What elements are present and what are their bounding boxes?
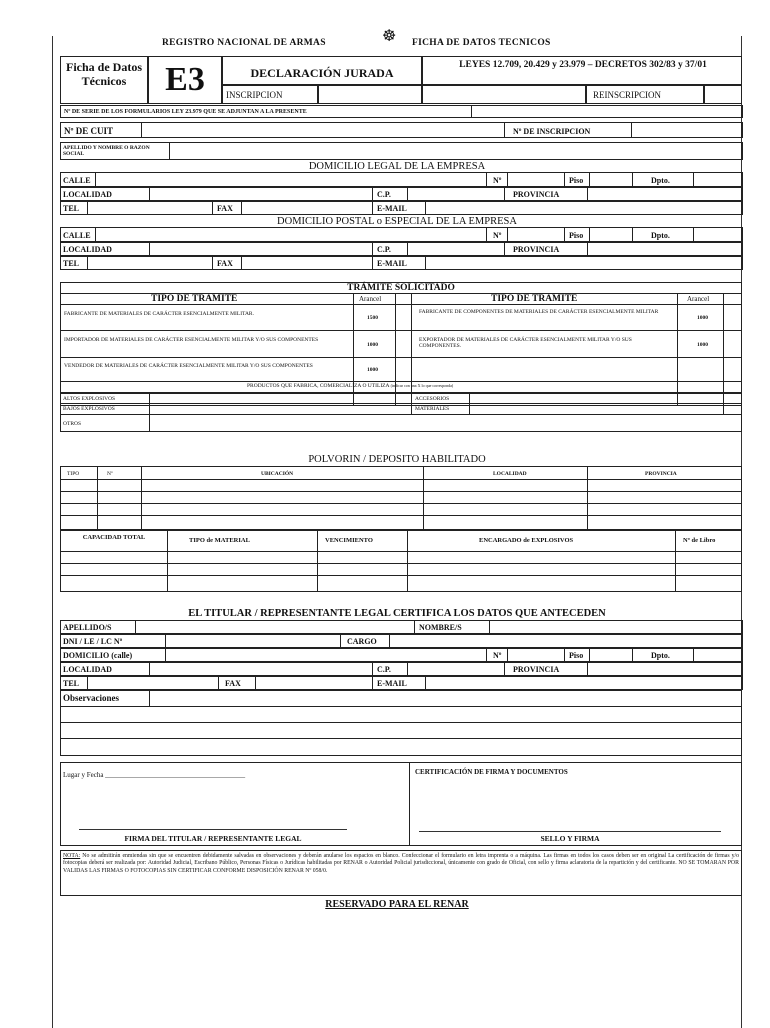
form-page: [52, 28, 742, 1024]
apellidos-label: APELLIDO/S: [63, 623, 112, 632]
table-row[interactable]: [60, 515, 742, 516]
titular-fax-field[interactable]: [255, 676, 373, 690]
titular-localidad-label: LOCALIDAD: [63, 665, 112, 674]
postal-piso-label: Piso: [569, 231, 584, 240]
certificacion-label: CERTIFICACIÓN DE FIRMA Y DOCUMENTOS: [415, 768, 568, 776]
sello-firma-label: SELLO Y FIRMA: [540, 834, 600, 843]
nombres-label: NOMBRE/S: [419, 623, 462, 632]
table-row[interactable]: [60, 491, 742, 492]
legal-numero-label: Nº: [493, 176, 502, 185]
nota-text: NOTA: No se admitirán enmiendas sin que se encuentren debidamente salvadas en observaciones y deberán anularse los espacios en blanco. Confeccionar el formulario en letra imprenta o a máquina. Las firmas en todos los casos deben ser en original La certificación de firmas y/o fotocopias deberá ser realizada por: Autoridad Judicial, Escribano Público, Personas Físicas o Jurídicas habilitadas por RENAR o Autoridad Policial jurisdiccional, únicamente con grado de Oficial, con sello y firma aclaratoria de la repartición y del certificante. NO SE TOMARAN POR VALIDAS LAS FIRMAS O FOTOCOPIAS SIN CERTIFICAR CONFORME DISPOSICIÓN RENAR Nº 058/0.: [63, 853, 739, 874]
titular-tel-label: TEL: [63, 679, 80, 688]
legal-dpto-field[interactable]: [693, 172, 743, 187]
legal-piso-field[interactable]: [589, 172, 633, 187]
legal-calle-label: CALLE: [63, 176, 91, 185]
titular-piso-field[interactable]: [589, 648, 633, 662]
fee-fabricante-componentes: 1000: [697, 315, 708, 321]
legal-localidad-label: LOCALIDAD: [63, 190, 112, 199]
tipo-material-header: TIPO de MATERIAL: [189, 537, 250, 544]
legal-tel-row: [60, 201, 742, 215]
fee-importador: 1000: [367, 342, 378, 348]
firma-line: [79, 829, 347, 830]
vencimiento-header: VENCIMIENTO: [325, 537, 373, 544]
nro-inscripcion-field[interactable]: [631, 122, 743, 138]
inscripcion-label: INSCRIPCION: [226, 90, 283, 100]
titular-cp-field[interactable]: [407, 662, 505, 676]
legal-fax-label: FAX: [217, 204, 233, 213]
titular-dpto-label: Dpto.: [651, 651, 670, 660]
serie-row: [60, 105, 742, 118]
divider: [423, 466, 424, 530]
sheet-title: FICHA DE DATOS TECNICOS: [412, 38, 551, 48]
form-code: E3: [165, 61, 205, 98]
divider: [60, 381, 742, 382]
cuit-field[interactable]: [141, 122, 505, 138]
cargo-label: CARGO: [347, 637, 377, 646]
capacidad-header: CAPACIDAD TOTAL: [82, 534, 146, 541]
titular-tel-row: [60, 676, 742, 690]
titular-title: EL TITULAR / REPRESENTANTE LEGAL CERTIFICA LOS DATOS QUE ANTECEDEN: [188, 608, 606, 619]
table-row[interactable]: [60, 575, 742, 576]
fee-fabricante: 1500: [367, 315, 378, 321]
apellidos-field[interactable]: [135, 620, 415, 634]
titular-provincia-label: PROVINCIA: [513, 665, 560, 674]
divider: [409, 762, 410, 846]
divider: [97, 466, 98, 530]
ficha-box: [60, 56, 148, 104]
tramite-option-importador[interactable]: IMPORTADOR DE MATERIALES DE CARÁCTER ESENCIALMENTE MILITAR Y/O SUS COMPONENTES: [64, 337, 319, 343]
serie-field[interactable]: [471, 105, 743, 118]
divider: [407, 530, 408, 592]
titular-numero-label: Nº: [493, 651, 502, 660]
declaracion-label: DECLARACIÓN JURADA: [250, 66, 394, 80]
postal-calle-row: [60, 227, 742, 242]
leyes-box: [422, 56, 742, 86]
polvorin-table: [60, 466, 742, 530]
otros-field[interactable]: [151, 415, 739, 431]
divider: [149, 690, 150, 706]
titular-tel-field[interactable]: [87, 676, 219, 690]
legal-email-label: E-MAIL: [377, 204, 407, 213]
divider: [469, 393, 470, 414]
altos-explosivos-label: ALTOS EXPLOSIVOS: [63, 396, 116, 402]
postal-localidad-label: LOCALIDAD: [63, 245, 112, 254]
legal-email-field[interactable]: [425, 201, 743, 215]
left-margin-line: [52, 36, 53, 1028]
polvorin-localidad-header: LOCALIDAD: [493, 471, 527, 477]
legal-provincia-field[interactable]: [587, 187, 743, 201]
divider: [411, 393, 412, 414]
divider: [675, 530, 676, 592]
tramite-option-fabricante-componentes[interactable]: FABRICANTE DE COMPONENTES DE MATERIALES DE CARÁCTER ESENCIALMENTE MILITAR: [419, 309, 659, 315]
bajos-explosivos-label: BAJOS EXPLOSIVOS: [63, 406, 115, 412]
razon-field[interactable]: [169, 142, 743, 160]
dni-label: DNI / LE / LC Nº: [63, 637, 123, 646]
divider: [60, 706, 742, 707]
razon-row: [60, 142, 742, 160]
tramite-title: TRÁMITE SOLICITADO: [347, 283, 455, 293]
divider: [167, 530, 168, 592]
titular-dni-row: [60, 634, 742, 648]
divider: [60, 304, 742, 305]
postal-dpto-label: Dpto.: [651, 231, 670, 240]
otros-label: OTROS: [63, 421, 82, 427]
divider: [60, 330, 742, 331]
legal-cp-label: C.P.: [377, 190, 391, 199]
legal-cp-field[interactable]: [407, 187, 505, 201]
postal-calle-label: CALLE: [63, 231, 91, 240]
postal-provincia-field[interactable]: [587, 242, 743, 256]
table-row[interactable]: [60, 551, 742, 552]
legal-tel-label: TEL: [63, 204, 80, 213]
divider: [677, 293, 678, 406]
nota-box: [60, 850, 742, 896]
postal-dpto-field[interactable]: [693, 227, 743, 242]
fee-vendedor: 1000: [367, 367, 378, 373]
postal-tel-row: [60, 256, 742, 270]
dni-field[interactable]: [165, 634, 341, 648]
postal-localidad-field[interactable]: [149, 242, 373, 256]
polvorin-ubicacion-header: UBICACIÓN: [261, 471, 294, 477]
observaciones-label: Observaciones: [63, 693, 119, 703]
table-row[interactable]: [60, 479, 742, 480]
sello-line: [419, 831, 721, 832]
divider: [141, 466, 142, 530]
firma-box: [60, 762, 742, 846]
domicilio-legal-title: DOMICILIO LEGAL DE LA EMPRESA: [308, 161, 486, 172]
titular-apellido-row: [60, 620, 742, 634]
serie-label: Nº DE SERIE DE LOS FORMULARIOS LEY 23.979 QUE SE ADJUNTAN A LA PRESENTE: [64, 109, 307, 115]
table-row[interactable]: [60, 503, 742, 504]
inscripcion-box: [222, 84, 318, 104]
titular-domicilio-row: [60, 648, 742, 662]
legal-localidad-field[interactable]: [149, 187, 373, 201]
domicilio-label: DOMICILIO (calle): [63, 651, 133, 660]
divider: [723, 293, 724, 406]
postal-cp-label: C.P.: [377, 245, 391, 254]
divider: [60, 722, 742, 723]
postal-email-label: E-MAIL: [377, 259, 407, 268]
form-code-box: [148, 56, 222, 104]
libro-header: Nº de Libro: [683, 537, 716, 544]
polvorin-tipo-header: TIPO: [67, 471, 80, 477]
reservado-label: RESERVADO PARA EL RENAR: [325, 899, 469, 910]
titular-provincia-field[interactable]: [587, 662, 743, 676]
divider: [587, 466, 588, 530]
productos-title: PRODUCTOS QUE FABRICA, COMERCIALIZA O UTILIZA (indicar con una X lo que corresponda): [247, 383, 454, 389]
nro-inscripcion-label: Nº DE INSCRIPCION: [513, 127, 591, 136]
materiales-label: MATERIALES: [415, 406, 450, 412]
polvorin-provincia-header: PROVINCIA: [645, 471, 677, 477]
cuit-row: [60, 122, 742, 138]
postal-tel-label: TEL: [63, 259, 80, 268]
arancel-header-left: Arancel: [359, 295, 382, 303]
cuit-label: Nº DE CUIT: [64, 126, 113, 136]
postal-calle-field[interactable]: [95, 227, 487, 242]
inscripcion-check[interactable]: [318, 84, 422, 104]
divider: [723, 393, 724, 414]
legal-calle-row: [60, 172, 742, 187]
domicilio-postal-title: DOMICILIO POSTAL o ESPECIAL DE LA EMPRESA: [277, 216, 517, 227]
divider: [60, 738, 742, 739]
titular-numero-field[interactable]: [507, 648, 565, 662]
titular-email-field[interactable]: [425, 676, 743, 690]
tramite-option-exportador[interactable]: EXPORTADOR DE MATERIALES DE CARÁCTER ESENCIALMENTE MILITAR Y/O SUS COMPONENTES.: [419, 337, 632, 350]
tramite-option-fabricante[interactable]: FABRICANTE DE MATERIALES DE CARÁCTER ESENCIALMENTE MILITAR.: [64, 311, 254, 317]
cargo-field[interactable]: [389, 634, 743, 648]
postal-numero-field[interactable]: [507, 227, 565, 242]
legal-calle-field[interactable]: [95, 172, 487, 187]
postal-localidad-row: [60, 242, 742, 256]
reinscripcion-check[interactable]: [704, 84, 742, 104]
postal-provincia-label: PROVINCIA: [513, 245, 560, 254]
reinscripcion-spacer: [422, 84, 586, 104]
titular-localidad-field[interactable]: [149, 662, 373, 676]
reinscripcion-label: REINSCRIPCION: [593, 90, 662, 100]
declaracion-box: [222, 56, 422, 86]
form-header: [52, 28, 742, 50]
productos-table: [60, 392, 742, 432]
divider: [149, 393, 150, 432]
legal-provincia-label: PROVINCIA: [513, 190, 560, 199]
razon-label: APELLIDO Y NOMBRE O RAZON SOCIAL: [63, 145, 150, 158]
registry-title: REGISTRO NACIONAL DE ARMAS: [162, 38, 326, 48]
titular-fax-label: FAX: [225, 679, 241, 688]
legal-fax-field[interactable]: [241, 201, 373, 215]
postal-email-field[interactable]: [425, 256, 743, 270]
postal-numero-label: Nº: [493, 231, 502, 240]
titular-cp-label: C.P.: [377, 665, 391, 674]
tramite-option-vendedor[interactable]: VENDEDOR DE MATERIALES DE CARÁCTER ESENCIALMENTE MILITAR Y/O SUS COMPONENTES: [64, 363, 313, 369]
accesorios-label: ACCESORIOS: [415, 396, 450, 402]
postal-fax-field[interactable]: [241, 256, 373, 270]
leyes-label: LEYES 12.709, 20.429 y 23.979 – DECRETOS 302/83 y 37/01: [459, 60, 707, 70]
national-seal-icon: ☸: [382, 28, 397, 45]
postal-tel-field[interactable]: [87, 256, 213, 270]
bajos-explosivos-field[interactable]: [151, 404, 409, 413]
ficha-label: Ficha de Datos Técnicos: [66, 60, 142, 88]
tramite-table: [60, 282, 742, 406]
reinscripcion-box: [586, 84, 704, 104]
titular-localidad-row: [60, 662, 742, 676]
titular-email-label: E-MAIL: [377, 679, 407, 688]
legal-piso-label: Piso: [569, 176, 584, 185]
titular-piso-label: Piso: [569, 651, 584, 660]
postal-fax-label: FAX: [217, 259, 233, 268]
observaciones-box[interactable]: [60, 690, 742, 756]
encargado-header: ENCARGADO de EXPLOSIVOS: [479, 537, 574, 544]
legal-dpto-label: Dpto.: [651, 176, 670, 185]
divider: [60, 357, 742, 358]
legal-localidad-row: [60, 187, 742, 201]
fee-exportador: 1000: [697, 342, 708, 348]
polvorin-title: POLVORIN / DEPOSITO HABILITADO: [308, 454, 486, 465]
capacidad-table: [60, 530, 742, 592]
altos-explosivos-field[interactable]: [151, 394, 409, 403]
table-row[interactable]: [60, 563, 742, 564]
legal-tel-field[interactable]: [87, 201, 213, 215]
polvorin-numero-header: Nº: [107, 471, 113, 477]
postal-piso-field[interactable]: [589, 227, 633, 242]
lugar-fecha-field[interactable]: Lugar y Fecha ________________________________________: [63, 771, 246, 779]
domicilio-field[interactable]: [165, 648, 487, 662]
tipo-header-right: TIPO DE TRAMITE: [491, 294, 578, 304]
legal-numero-field[interactable]: [507, 172, 565, 187]
postal-cp-field[interactable]: [407, 242, 505, 256]
divider: [317, 530, 318, 592]
tipo-header-left: TIPO DE TRAMITE: [151, 294, 238, 304]
titular-dpto-field[interactable]: [693, 648, 743, 662]
nombres-field[interactable]: [489, 620, 743, 634]
arancel-header-right: Arancel: [687, 295, 710, 303]
firma-titular-label: FIRMA DEL TITULAR / REPRESENTANTE LEGAL: [124, 834, 302, 843]
